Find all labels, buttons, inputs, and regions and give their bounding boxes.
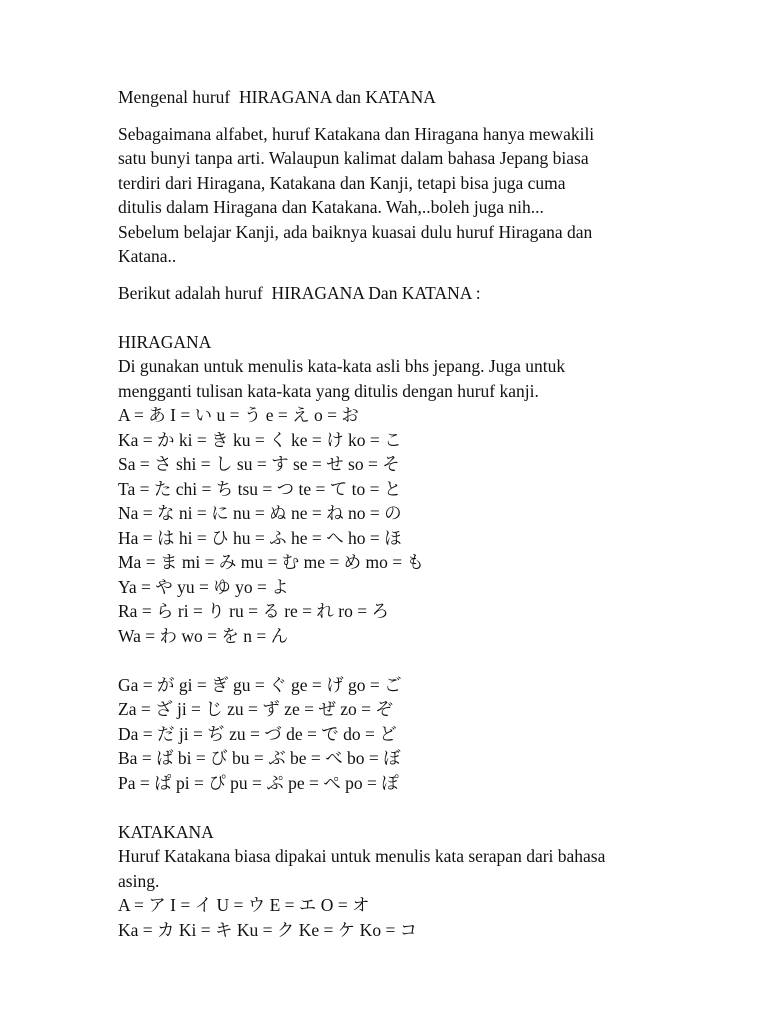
hiragana-description-line: mengganti tulisan kata-kata yang ditulis dengan huruf kanji. bbox=[118, 380, 539, 401]
katakana-heading: KATAKANA bbox=[118, 821, 214, 842]
hiragana-row-ra: Ra = ら ri = り ru = る re = れ ro = ろ bbox=[118, 601, 389, 621]
hiragana-row-ta: Ta = た chi = ち tsu = つ te = て to = と bbox=[118, 478, 402, 499]
spacer bbox=[118, 110, 658, 122]
lead-line: Berikut adalah huruf HIRAGANA Dan KATANA : bbox=[118, 282, 481, 303]
katakana-row-ka: Ka = カ Ki = キ Ku = ク Ke = ケ Ko = コ bbox=[118, 919, 418, 940]
spacer bbox=[118, 269, 658, 281]
spacer bbox=[118, 795, 658, 820]
intro-line: ditulis dalam Hiragana dan Katakana. Wah,..boleh juga nih... bbox=[118, 197, 544, 217]
hiragana-row-ya: Ya = や yu = ゆ yo = よ bbox=[118, 576, 289, 597]
hiragana-row-sa: Sa = さ shi = し su = す se = せ so = そ bbox=[118, 454, 400, 474]
hiragana-row-ha: Ha = は hi = ひ hu = ふ he = へ ho = ほ bbox=[118, 527, 402, 548]
intro-line: Sebagaimana alfabet, huruf Katakana dan Hiragana hanya mewakili bbox=[118, 123, 595, 144]
katakana-description-line: Huruf Katakana biasa dipakai untuk menulis kata serapan dari bahasa bbox=[118, 846, 606, 866]
hiragana-voiced-table bbox=[118, 673, 658, 796]
hiragana-row-pa: Pa = ぱ pi = ぴ pu = ぷ pe = ぺ po = ぽ bbox=[118, 772, 399, 793]
hiragana-row-ba: Ba = ば bi = び bu = ぶ be = べ bo = ぼ bbox=[118, 748, 401, 768]
hiragana-row-ga: Ga = が gi = ぎ gu = ぐ ge = げ go = ご bbox=[118, 674, 402, 695]
hiragana-basic-table bbox=[118, 403, 658, 648]
document-title: Mengenal huruf HIRAGANA dan KATANA bbox=[118, 87, 436, 107]
spacer bbox=[118, 648, 658, 673]
hiragana-row-a: A = あ I = い u = う e = え o = お bbox=[118, 405, 359, 425]
hiragana-row-za: Za = ざ ji = じ zu = ず ze = ぜ zo = ぞ bbox=[118, 699, 393, 719]
hiragana-heading: HIRAGANA bbox=[118, 331, 212, 352]
hiragana-row-na: Na = な ni = に nu = ぬ ne = ね no = の bbox=[118, 503, 402, 523]
intro-line: Katana.. bbox=[118, 246, 177, 266]
intro-line: terdiri dari Hiragana, Katakana dan Kanji, tetapi bisa juga cuma bbox=[118, 172, 566, 193]
katakana-table bbox=[118, 893, 658, 942]
intro-line: satu bunyi tanpa arti. Walaupun kalimat dalam bahasa Jepang biasa bbox=[118, 148, 589, 168]
spacer bbox=[118, 305, 658, 330]
hiragana-row-da: Da = だ ji = ぢ zu = づ de = で do = ど bbox=[118, 723, 397, 744]
hiragana-row-wa: Wa = わ wo = を n = ん bbox=[118, 625, 289, 646]
intro-paragraph bbox=[118, 122, 658, 269]
hiragana-description-line: Di gunakan untuk menulis kata-kata asli bhs jepang. Juga untuk bbox=[118, 356, 566, 376]
katakana-row-a: A = ア I = イ U = ウ E = エ O = オ bbox=[118, 895, 370, 915]
document-content bbox=[118, 85, 658, 942]
intro-line: Sebelum belajar Kanji, ada baiknya kuasai dulu huruf Hiragana dan bbox=[118, 221, 593, 242]
hiragana-row-ka: Ka = か ki = き ku = く ke = け ko = こ bbox=[118, 429, 402, 450]
hiragana-section bbox=[118, 330, 658, 796]
katakana-description-line: asing. bbox=[118, 870, 160, 891]
hiragana-row-ma: Ma = ま mi = み mu = む me = め mo = も bbox=[118, 552, 425, 572]
katakana-section bbox=[118, 820, 658, 943]
